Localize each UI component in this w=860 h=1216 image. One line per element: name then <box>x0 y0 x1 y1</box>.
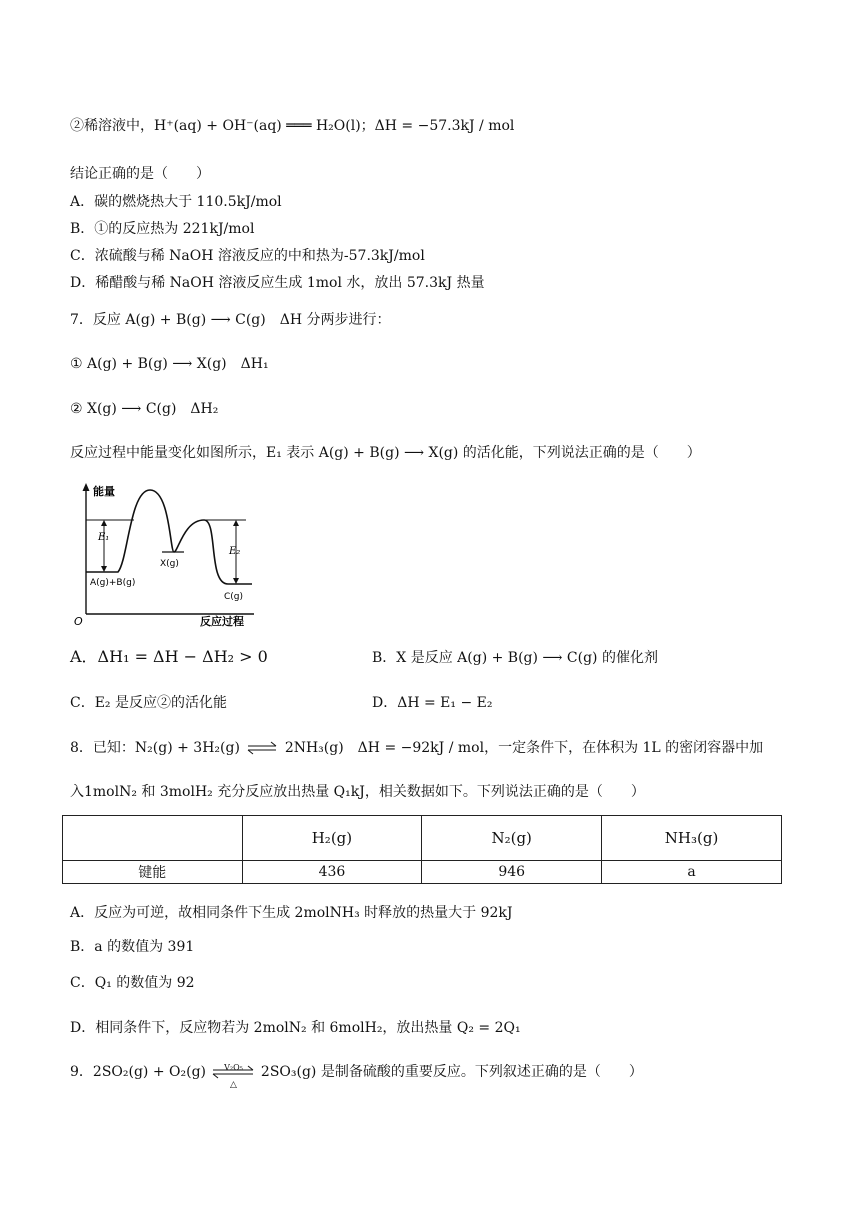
q8-stem-line-2: 入1molN₂ 和 3molH₂ 充分反应放出热量 Q₁kJ，相关数据如下。下列说法正确的是（ ） <box>70 784 645 800</box>
q6-option-c: C．浓硫酸与稀 NaOH 溶液反应的中和热为-57.3kJ/mol <box>70 248 425 264</box>
reversible-arrow-icon <box>244 741 280 755</box>
q9-stem-part-1: 9．2SO₂(g) + O₂(g) <box>70 1064 206 1080</box>
e1-label: E₁ <box>98 532 110 543</box>
q8-option-b: B．a 的数值为 391 <box>70 939 195 955</box>
q8-stem-line-1 <box>70 738 763 758</box>
diagram-x-label: 反应过程 <box>200 615 244 628</box>
energy-diagram <box>70 480 270 628</box>
q6-stem: 结论正确的是（ ） <box>70 166 210 182</box>
catalyst-condition <box>210 1062 256 1090</box>
table-cell: 436 <box>242 861 422 884</box>
table-row <box>63 861 782 884</box>
table-header-cell: H₂(g) <box>242 816 422 861</box>
q9-stem-part-2: 2SO₃(g) 是制备硫酸的重要反应。下列叙述正确的是（ ） <box>260 1064 643 1080</box>
table-header-cell: NH₃(g) <box>602 816 782 861</box>
q8-stem-part-2: 2NH₃(g) ΔH = −92kJ / mol，一定条件下，在体积为 1L 的密闭容器中加 <box>284 740 764 756</box>
ab-label: A(g)+B(g) <box>90 578 136 588</box>
q8-stem-part-1: 8．已知：N₂(g) + 3H₂(g) <box>70 740 240 756</box>
c-label: C(g) <box>224 592 244 602</box>
q8-option-c: C．Q₁ 的数值为 92 <box>70 975 195 991</box>
q6-equation-2: ②稀溶液中，H⁺(aq) + OH⁻(aq) ═══ H₂O(l)；ΔH = −57.3kJ / mol <box>70 118 515 134</box>
x-label: X(g) <box>160 559 179 569</box>
diagram-origin: O <box>74 615 83 628</box>
q7-stem: 7．反应 A(g) + B(g) ⟶ C(g) ΔH 分两步进行： <box>70 312 391 328</box>
q7-option-d: D．ΔH = E₁ − E₂ <box>372 695 493 711</box>
condition-catalyst: V₂O₅ <box>224 1063 243 1072</box>
energy-curve <box>86 490 252 584</box>
table-cell: a <box>602 861 782 884</box>
q7-step-2: ② X(g) ⟶ C(g) ΔH₂ <box>70 401 219 417</box>
condition-heat: △ <box>229 1080 237 1090</box>
q7-option-b: B．X 是反应 A(g) + B(g) ⟶ C(g) 的催化剂 <box>372 650 658 666</box>
table-header-cell: N₂(g) <box>422 816 602 861</box>
table-row-label: 键能 <box>63 861 243 884</box>
q9-stem <box>70 1062 643 1090</box>
q7-option-c: C．E₂ 是反应②的活化能 <box>70 695 227 711</box>
table-header-cell <box>63 816 243 861</box>
bond-energy-table <box>62 815 782 884</box>
q7-step-1: ① A(g) + B(g) ⟶ X(g) ΔH₁ <box>70 356 269 372</box>
q8-option-a: A．反应为可逆，故相同条件下生成 2molNH₃ 时释放的热量大于 92kJ <box>70 905 513 921</box>
q7-option-a: A．ΔH₁ = ΔH − ΔH₂ > 0 <box>70 647 268 666</box>
q6-option-d: D．稀醋酸与稀 NaOH 溶液反应生成 1mol 水，放出 57.3kJ 热量 <box>70 275 485 291</box>
q7-question: 反应过程中能量变化如图所示，E₁ 表示 A(g) + B(g) ⟶ X(g) 的活化能，下列说法正确的是（ ） <box>70 445 701 461</box>
q6-option-a: A．碳的燃烧热大于 110.5kJ/mol <box>70 194 282 210</box>
table-cell: 946 <box>422 861 602 884</box>
table-header-row <box>63 816 782 861</box>
diagram-y-label: 能量 <box>93 485 115 498</box>
e2-label: E₂ <box>229 546 241 557</box>
q6-option-b: B．①的反应热为 221kJ/mol <box>70 221 255 237</box>
q8-option-d: D．相同条件下，反应物若为 2molN₂ 和 6molH₂，放出热量 Q₂ = 2Q₁ <box>70 1020 521 1036</box>
